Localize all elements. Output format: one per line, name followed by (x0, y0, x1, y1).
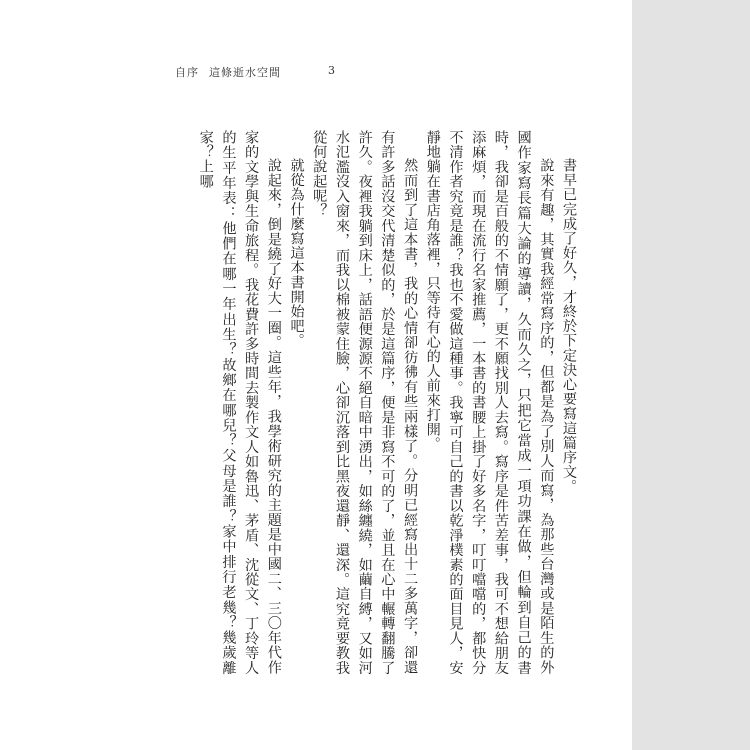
body-text (170, 130, 580, 675)
running-head-chapter: 這條逝水空間 (209, 66, 281, 79)
page-number: 3 (328, 64, 335, 77)
paragraph: 就從為什麼寫這本書開始吧。 (288, 158, 305, 349)
paragraph: 說起來，倒是繞了好大一圈。這些年，我學術研究的主題是中國二、三〇年代作家的文學與生命旅程。我花費許多時間去製作文人如魯迅、茅盾、沈從文、丁玲等人的生平年表：他們在哪一年出生？故鄉在哪兒？父母是誰？家中排行老幾？幾歲離家？上哪 (197, 130, 282, 675)
running-head (175, 64, 281, 80)
page-edge-background (632, 0, 750, 750)
paragraph: 書早已完成了好久，才終於下定決心要寫這篇序文。 (561, 158, 577, 495)
running-head-section: 自序 (175, 66, 199, 79)
paragraph: 說來有趣，其實我經常寫序的，但都是為了別人而寫，為那些台灣或是陌生的外國作家寫長篇大論的導讀，久而久之，只把它當成一項功課在做，但輪到自己的書時，我卻是百般的不情願了，更不願找別人去寫。寫序是件苦差事，我可不想給朋友添麻煩，而現在流行名家推薦，一本書的書腰上掛了好多名字，叮叮噹噹的，都快分不清作者究竟是誰？我也不愛做這種事。我寧可自己的書以乾淨樸素的面目見人，安靜地躺在書店角落裡，只等待有心的人前來打開。 (424, 130, 555, 675)
paragraph: 然而到了這本書，我的心情卻彷彿有些兩樣了。分明已經寫出十二多萬字，卻還有許多話沒交代清楚似的，於是這篇序，便是非寫不可的了，並且在心中輾轉翻騰了許久。夜裡我躺到床上，話語便源源不絕自暗中湧出，如絲纏繞，如繭自縛，又如河水氾濫沒入窗來，而我以棉被蒙住臉，心卻沉落到比黑夜還靜、還深。這究竟要教我從何說起呢？ (311, 130, 419, 675)
